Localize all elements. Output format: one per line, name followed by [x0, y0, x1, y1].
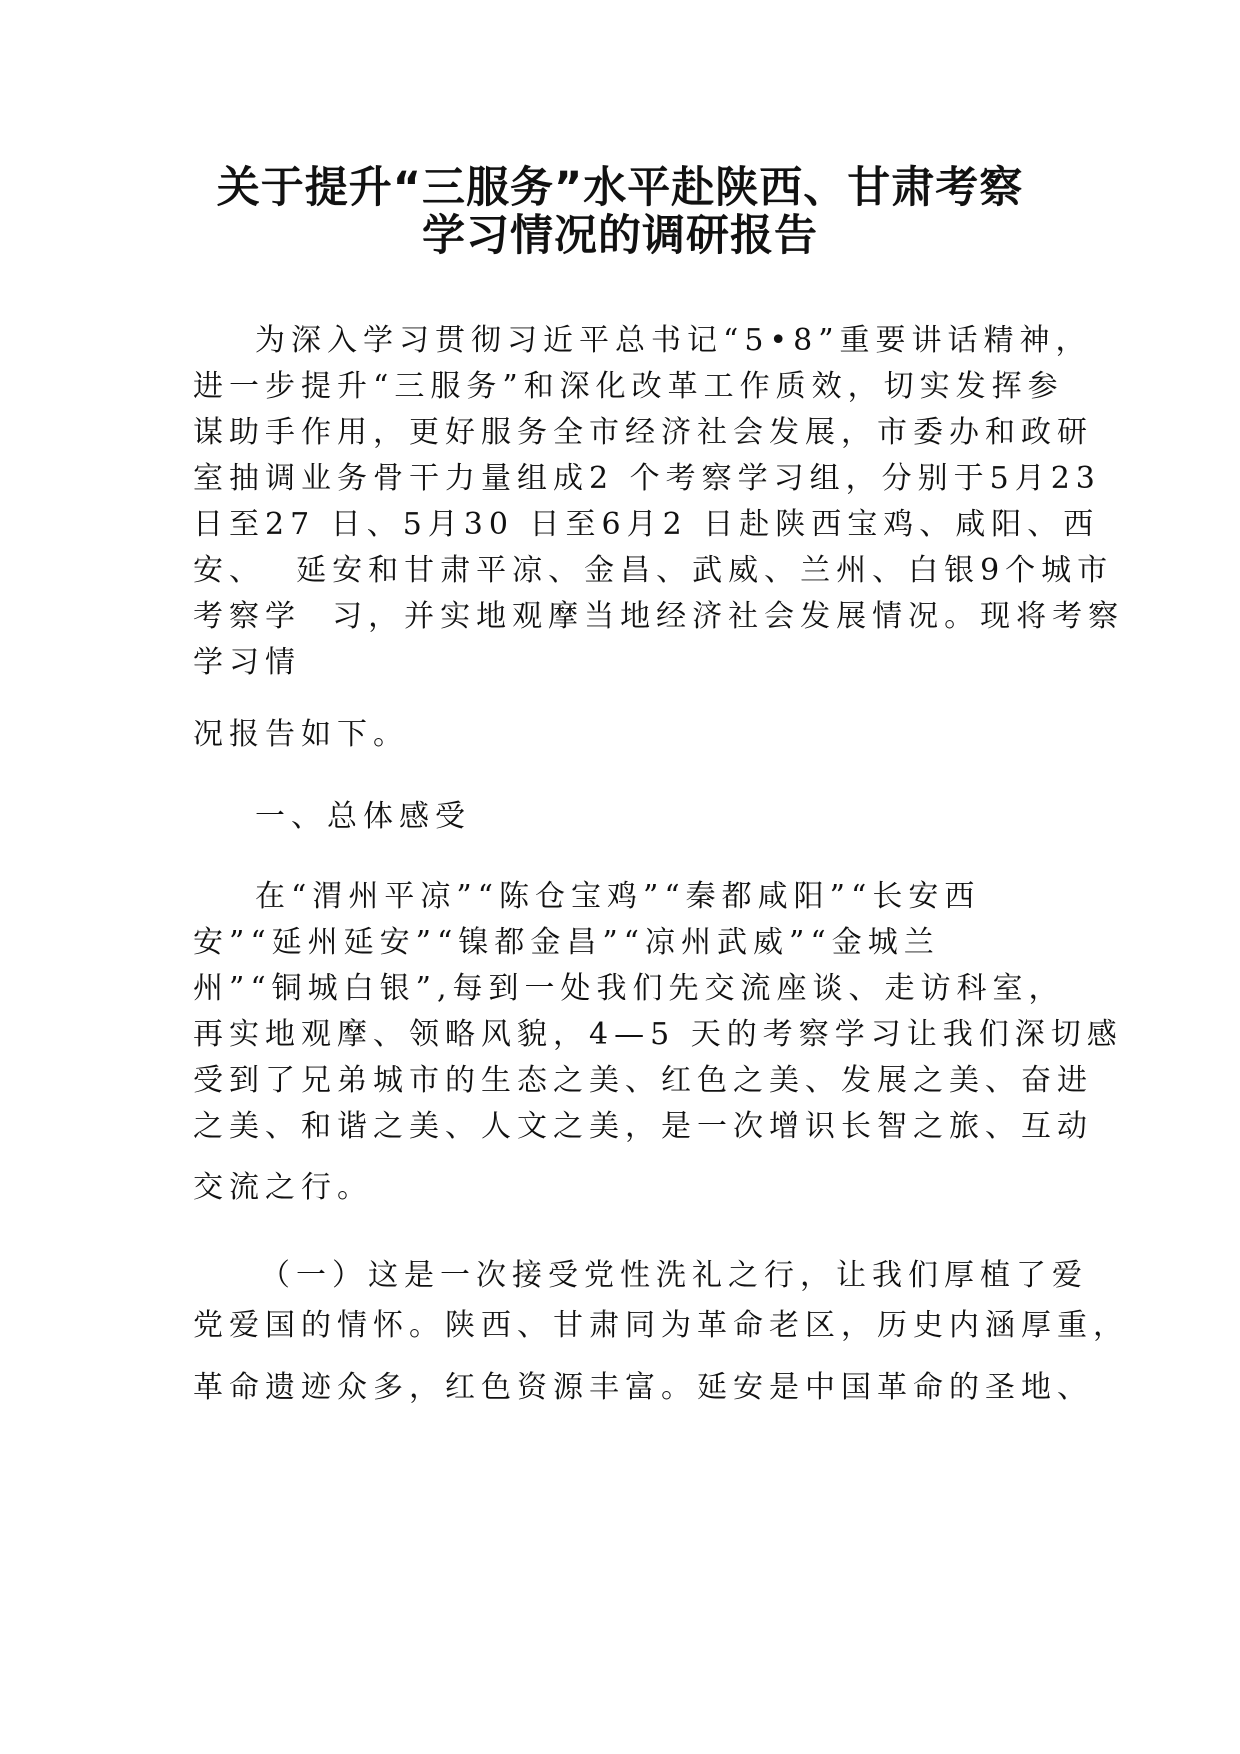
intro-line-4: 室抽调业务骨干力量组成2 个考察学习组，分别于5月23 [193, 461, 1101, 496]
intro-line-7: 考察学 习，并实地观摩当地经济社会发展情况。现将考察 [193, 599, 1125, 634]
intro-line-8: 学习情 [193, 645, 301, 680]
subsection1-line-3: 革命遗迹众多，红色资源丰富。延安是中国革命的圣地、 [193, 1370, 1093, 1405]
document-title-line-1: 关于提升“三服务”水平赴陕西、甘肃考察 [216, 163, 1024, 213]
section1-line-7: 交流之行。 [193, 1170, 373, 1205]
intro-line-1: 为深入学习贯彻习近平总书记“5•8”重要讲话精神， [255, 323, 1092, 358]
intro-line-6: 安、 延安和甘肃平凉、金昌、武威、兰州、白银9个城市 [193, 553, 1114, 588]
intro-line-5: 日至27 日、5月30 日至6月2 日赴陕西宝鸡、咸阳、西 [193, 507, 1100, 542]
section1-line-1: 在“渭州平凉”“陈仓宝鸡”“秦都咸阳”“长安西 [255, 879, 981, 914]
section-heading-overall: 一、总体感受 [255, 799, 471, 834]
subsection1-line-1: （一）这是一次接受党性洗礼之行，让我们厚植了爱 [260, 1258, 1088, 1293]
section1-line-6: 之美、和谐之美、人文之美，是一次增识长智之旅、互动 [193, 1109, 1093, 1144]
document-title-line-2: 学习情况的调研报告 [422, 211, 818, 261]
intro-line-2: 进一步提升“三服务”和深化改革工作质效，切实发挥参 [193, 369, 1064, 404]
section1-line-3: 州”“铜城白银”,每到一处我们先交流座谈、走访科室， [193, 971, 1065, 1006]
intro-line-9: 况报告如下。 [193, 717, 409, 752]
section1-line-4: 再实地观摩、领略风貌，4—5 天的考察学习让我们深切感 [193, 1017, 1123, 1052]
section1-line-2: 安”“延州延安”“镍都金昌”“凉州武威”“金城兰 [193, 925, 940, 960]
intro-line-3: 谋助手作用，更好服务全市经济社会发展，市委办和政研 [193, 415, 1093, 450]
subsection1-line-2: 党爱国的情怀。陕西、甘肃同为革命老区，历史内涵厚重， [193, 1308, 1129, 1343]
section1-line-5: 受到了兄弟城市的生态之美、红色之美、发展之美、奋进 [193, 1063, 1093, 1098]
